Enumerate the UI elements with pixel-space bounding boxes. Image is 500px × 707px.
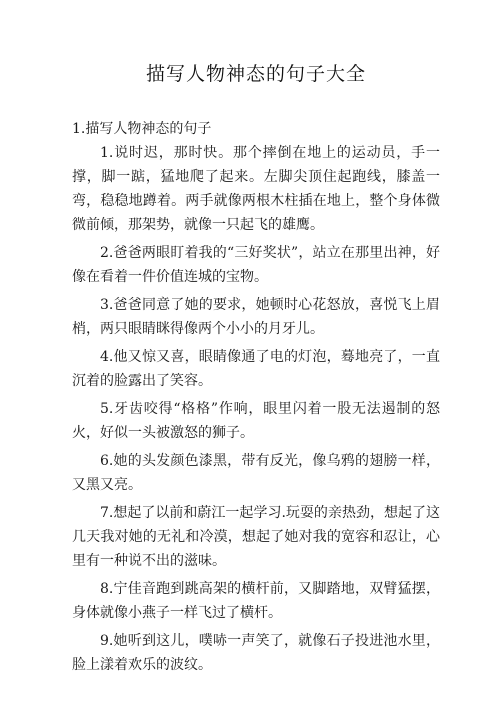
paragraph-8: 8.宁佳音跑到跳高架的横杆前，又脚踏地，双臂猛摆，身体就像小燕子一样飞过了横杆。 [72, 581, 440, 621]
paragraph-6: 6.她的头发颜色漆黑，带有反光，像乌鸦的翅膀一样，又黑又亮。 [72, 453, 440, 493]
paragraph-9: 9.她听到这儿，噗哧一声笑了，就像石子投进池水里，脸上漾着欢乐的波纹。 [72, 633, 440, 673]
section-heading: 1.描写人物神态的句子 [72, 121, 212, 137]
document-title: 描写人物神态的句子大全 [145, 63, 366, 85]
paragraph-7: 7.想起了以前和蔚江一起学习.玩耍的亲热劲，想起了这几天我对她的无礼和冷漠，想起了她对我的宽容和忍让，心里有一种说不出的滋味。 [72, 505, 440, 569]
paragraph-2: 2.爸爸两眼盯着我的“三好奖状”，站立在那里出神，好像在看着一件价值连城的宝物。 [72, 245, 440, 285]
paragraph-3: 3.爸爸同意了她的要求，她顿时心花怒放，喜悦飞上眉梢，两只眼睛眯得像两个小小的月牙儿。 [72, 297, 440, 337]
paragraph-1: 1.说时迟，那时快。那个摔倒在地上的运动员，手一撑，脚一踮，猛地爬了起来。左脚尖顶住起跑线，膝盖一弯，稳稳地蹲着。两手就像两根木柱插在地上，整个身体微微前倾，那架势，就像一只起飞的雄鹰。 [72, 145, 440, 233]
paragraph-5: 5.牙齿咬得“格格”作响，眼里闪着一股无法遏制的怒火，好似一头被激怒的狮子。 [72, 401, 440, 441]
paragraph-4: 4.他又惊又喜，眼睛像通了电的灯泡，蓦地亮了，一直沉着的脸露出了笑容。 [72, 349, 440, 389]
